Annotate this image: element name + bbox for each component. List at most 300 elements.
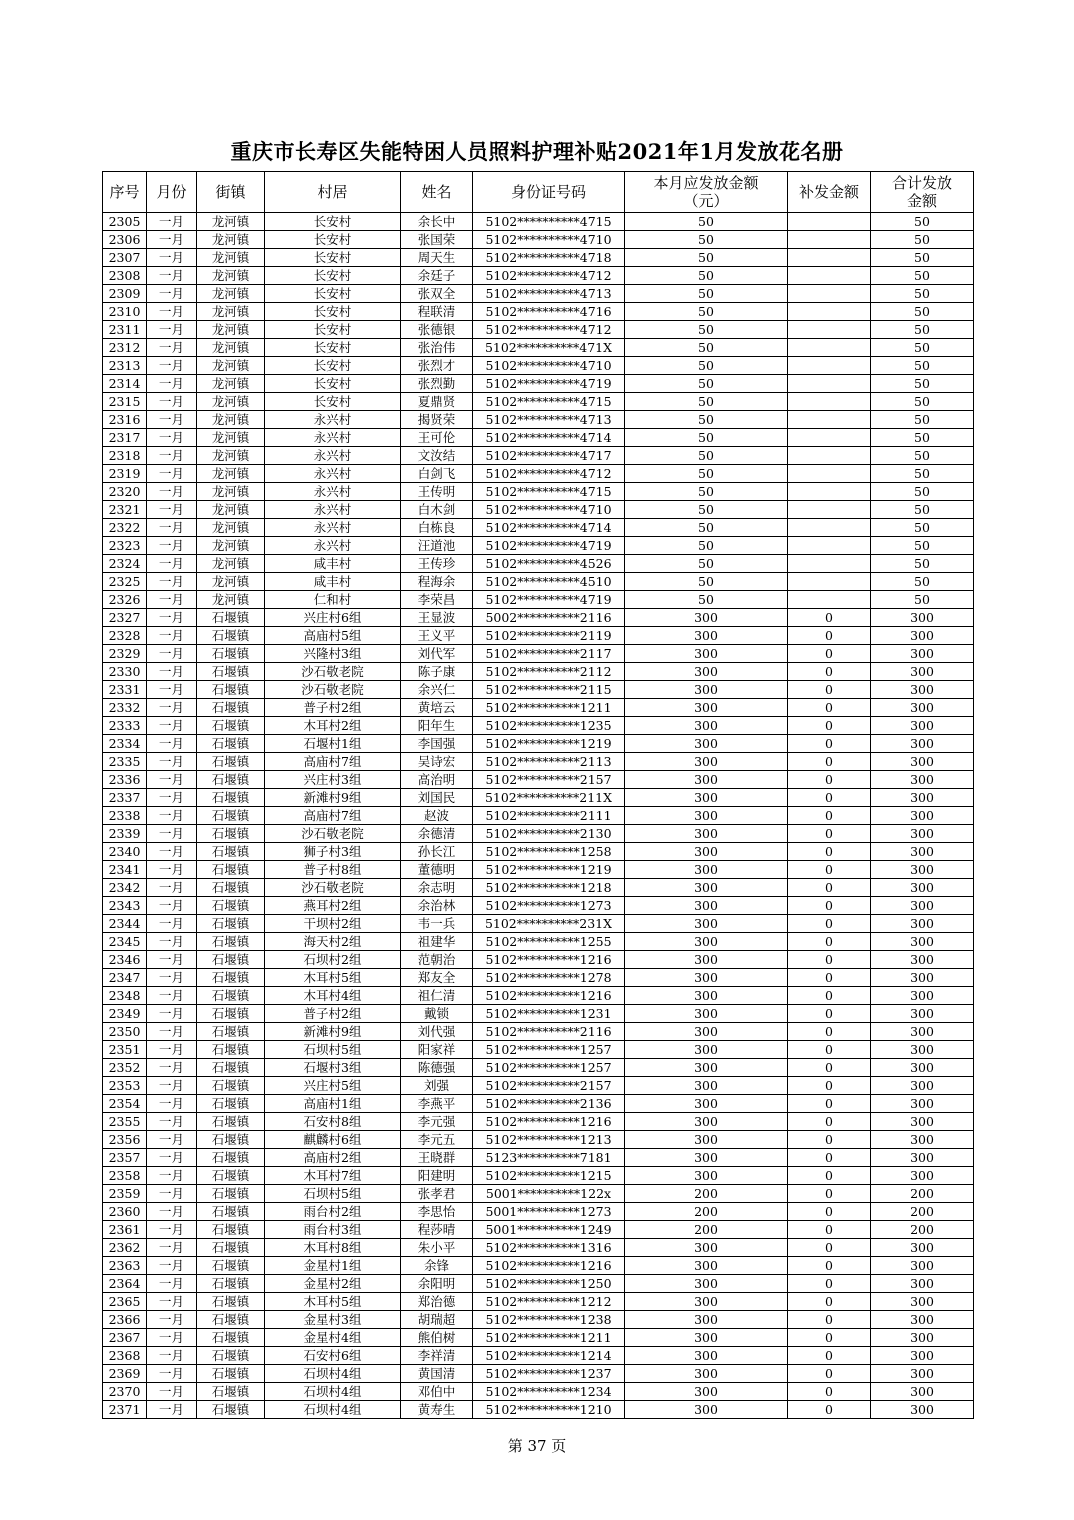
reissue-amount-cell: 0 <box>788 987 871 1005</box>
serial-cell: 2363 <box>103 1257 147 1275</box>
amount-due-cell: 50 <box>625 285 788 303</box>
id-number-cell: 5102**********1218 <box>473 879 625 897</box>
town-cell: 龙河镇 <box>197 537 265 555</box>
name-cell: 韦一兵 <box>401 915 473 933</box>
town-cell: 石堰镇 <box>197 1077 265 1095</box>
total-amount-cell: 50 <box>871 357 974 375</box>
name-cell: 祖建华 <box>401 933 473 951</box>
table-row <box>103 519 974 537</box>
month-cell: 一月 <box>147 897 197 915</box>
name-cell: 陈子康 <box>401 663 473 681</box>
reissue-amount-cell: 0 <box>788 1005 871 1023</box>
table-row <box>103 1365 974 1383</box>
serial-cell: 2367 <box>103 1329 147 1347</box>
village-cell: 普子村8组 <box>265 861 401 879</box>
amount-due-cell: 300 <box>625 1023 788 1041</box>
total-amount-cell: 300 <box>871 1257 974 1275</box>
village-cell: 高庙村5组 <box>265 627 401 645</box>
name-cell: 余长中 <box>401 213 473 231</box>
month-cell: 一月 <box>147 1275 197 1293</box>
amount-due-cell: 300 <box>625 1095 788 1113</box>
village-cell: 木耳村8组 <box>265 1239 401 1257</box>
reissue-amount-cell <box>788 303 871 321</box>
total-amount-cell: 50 <box>871 447 974 465</box>
amount-due-cell: 300 <box>625 1077 788 1095</box>
serial-cell: 2365 <box>103 1293 147 1311</box>
serial-cell: 2338 <box>103 807 147 825</box>
table-row <box>103 1023 974 1041</box>
month-cell: 一月 <box>147 1203 197 1221</box>
month-cell: 一月 <box>147 1221 197 1239</box>
serial-cell: 2330 <box>103 663 147 681</box>
name-cell: 李燕平 <box>401 1095 473 1113</box>
name-cell: 周天生 <box>401 249 473 267</box>
id-number-cell: 5102**********1219 <box>473 861 625 879</box>
amount-due-cell: 50 <box>625 483 788 501</box>
name-cell: 程莎晴 <box>401 1221 473 1239</box>
serial-cell: 2331 <box>103 681 147 699</box>
total-amount-cell: 300 <box>871 1311 974 1329</box>
serial-cell: 2323 <box>103 537 147 555</box>
reissue-amount-cell: 0 <box>788 1059 871 1077</box>
month-cell: 一月 <box>147 213 197 231</box>
table-row <box>103 1347 974 1365</box>
total-amount-cell: 300 <box>871 735 974 753</box>
village-cell: 木耳村5组 <box>265 969 401 987</box>
id-number-cell: 5102**********4715 <box>473 213 625 231</box>
reissue-amount-cell: 0 <box>788 1149 871 1167</box>
village-cell: 长安村 <box>265 213 401 231</box>
total-amount-cell: 300 <box>871 861 974 879</box>
reissue-amount-cell: 0 <box>788 1113 871 1131</box>
village-cell: 石安村8组 <box>265 1113 401 1131</box>
header-cell: 补发金额 <box>788 172 871 213</box>
amount-due-cell: 300 <box>625 915 788 933</box>
serial-cell: 2356 <box>103 1131 147 1149</box>
serial-cell: 2314 <box>103 375 147 393</box>
table-row <box>103 1401 974 1419</box>
name-cell: 白剑飞 <box>401 465 473 483</box>
table-row <box>103 753 974 771</box>
town-cell: 龙河镇 <box>197 465 265 483</box>
village-cell: 永兴村 <box>265 465 401 483</box>
reissue-amount-cell: 0 <box>788 1275 871 1293</box>
town-cell: 龙河镇 <box>197 321 265 339</box>
month-cell: 一月 <box>147 825 197 843</box>
total-amount-cell: 50 <box>871 501 974 519</box>
amount-due-cell: 50 <box>625 465 788 483</box>
town-cell: 石堰镇 <box>197 1365 265 1383</box>
reissue-amount-cell: 0 <box>788 753 871 771</box>
reissue-amount-cell: 0 <box>788 699 871 717</box>
id-number-cell: 5002**********2116 <box>473 609 625 627</box>
amount-due-cell: 300 <box>625 1365 788 1383</box>
town-cell: 石堰镇 <box>197 645 265 663</box>
village-cell: 麒麟村6组 <box>265 1131 401 1149</box>
town-cell: 石堰镇 <box>197 1221 265 1239</box>
reissue-amount-cell: 0 <box>788 1095 871 1113</box>
id-number-cell: 5102**********1216 <box>473 1113 625 1131</box>
serial-cell: 2341 <box>103 861 147 879</box>
town-cell: 石堰镇 <box>197 915 265 933</box>
village-cell: 长安村 <box>265 375 401 393</box>
serial-cell: 2320 <box>103 483 147 501</box>
town-cell: 石堰镇 <box>197 897 265 915</box>
reissue-amount-cell: 0 <box>788 1041 871 1059</box>
serial-cell: 2352 <box>103 1059 147 1077</box>
reissue-amount-cell: 0 <box>788 1311 871 1329</box>
amount-due-cell: 200 <box>625 1185 788 1203</box>
reissue-amount-cell: 0 <box>788 1131 871 1149</box>
village-cell: 长安村 <box>265 249 401 267</box>
name-cell: 余治林 <box>401 897 473 915</box>
id-number-cell: 5102**********2117 <box>473 645 625 663</box>
total-amount-cell: 50 <box>871 285 974 303</box>
village-cell: 木耳村4组 <box>265 987 401 1005</box>
town-cell: 石堰镇 <box>197 807 265 825</box>
id-number-cell: 5102**********1250 <box>473 1275 625 1293</box>
month-cell: 一月 <box>147 681 197 699</box>
serial-cell: 2315 <box>103 393 147 411</box>
total-amount-cell: 50 <box>871 303 974 321</box>
amount-due-cell: 300 <box>625 609 788 627</box>
reissue-amount-cell: 0 <box>788 1023 871 1041</box>
town-cell: 龙河镇 <box>197 231 265 249</box>
name-cell: 阳年生 <box>401 717 473 735</box>
name-cell: 祖仁清 <box>401 987 473 1005</box>
month-cell: 一月 <box>147 1347 197 1365</box>
town-cell: 石堰镇 <box>197 735 265 753</box>
reissue-amount-cell: 0 <box>788 1077 871 1095</box>
village-cell: 普子村2组 <box>265 699 401 717</box>
amount-due-cell: 50 <box>625 321 788 339</box>
id-number-cell: 5102**********1216 <box>473 951 625 969</box>
amount-due-cell: 300 <box>625 1149 788 1167</box>
reissue-amount-cell <box>788 321 871 339</box>
village-cell: 雨台村3组 <box>265 1221 401 1239</box>
serial-cell: 2325 <box>103 573 147 591</box>
amount-due-cell: 300 <box>625 1005 788 1023</box>
name-cell: 文汝结 <box>401 447 473 465</box>
reissue-amount-cell <box>788 213 871 231</box>
total-amount-cell: 300 <box>871 825 974 843</box>
total-amount-cell: 300 <box>871 807 974 825</box>
reissue-amount-cell <box>788 591 871 609</box>
header-cell: 合计发放金额 <box>871 172 974 213</box>
month-cell: 一月 <box>147 879 197 897</box>
village-cell: 石安村6组 <box>265 1347 401 1365</box>
name-cell: 白木剑 <box>401 501 473 519</box>
total-amount-cell: 300 <box>871 753 974 771</box>
amount-due-cell: 300 <box>625 645 788 663</box>
serial-cell: 2305 <box>103 213 147 231</box>
total-amount-cell: 300 <box>871 1293 974 1311</box>
name-cell: 李元强 <box>401 1113 473 1131</box>
table-row <box>103 951 974 969</box>
village-cell: 咸丰村 <box>265 555 401 573</box>
table-row <box>103 1095 974 1113</box>
village-cell: 沙石敬老院 <box>265 681 401 699</box>
month-cell: 一月 <box>147 1113 197 1131</box>
name-cell: 张双全 <box>401 285 473 303</box>
total-amount-cell: 300 <box>871 1365 974 1383</box>
table-row <box>103 1293 974 1311</box>
town-cell: 石堰镇 <box>197 1401 265 1419</box>
amount-due-cell: 300 <box>625 1257 788 1275</box>
reissue-amount-cell: 0 <box>788 897 871 915</box>
id-number-cell: 5102**********1257 <box>473 1059 625 1077</box>
serial-cell: 2306 <box>103 231 147 249</box>
name-cell: 刘代军 <box>401 645 473 663</box>
name-cell: 程海余 <box>401 573 473 591</box>
total-amount-cell: 50 <box>871 483 974 501</box>
id-number-cell: 5001**********1249 <box>473 1221 625 1239</box>
month-cell: 一月 <box>147 231 197 249</box>
amount-due-cell: 50 <box>625 555 788 573</box>
town-cell: 石堰镇 <box>197 1239 265 1257</box>
town-cell: 龙河镇 <box>197 591 265 609</box>
serial-cell: 2326 <box>103 591 147 609</box>
serial-cell: 2350 <box>103 1023 147 1041</box>
table-row <box>103 843 974 861</box>
month-cell: 一月 <box>147 483 197 501</box>
table-row <box>103 429 974 447</box>
reissue-amount-cell: 0 <box>788 879 871 897</box>
reissue-amount-cell: 0 <box>788 1347 871 1365</box>
name-cell: 余锋 <box>401 1257 473 1275</box>
total-amount-cell: 300 <box>871 1023 974 1041</box>
serial-cell: 2322 <box>103 519 147 537</box>
table-row <box>103 987 974 1005</box>
reissue-amount-cell <box>788 429 871 447</box>
total-amount-cell: 300 <box>871 1059 974 1077</box>
name-cell: 高治明 <box>401 771 473 789</box>
name-cell: 赵波 <box>401 807 473 825</box>
reissue-amount-cell: 0 <box>788 951 871 969</box>
village-cell: 长安村 <box>265 321 401 339</box>
id-number-cell: 5102**********4717 <box>473 447 625 465</box>
amount-due-cell: 50 <box>625 519 788 537</box>
reissue-amount-cell <box>788 393 871 411</box>
month-cell: 一月 <box>147 1239 197 1257</box>
month-cell: 一月 <box>147 1401 197 1419</box>
id-number-cell: 5102**********1237 <box>473 1365 625 1383</box>
month-cell: 一月 <box>147 1167 197 1185</box>
serial-cell: 2309 <box>103 285 147 303</box>
village-cell: 石坝村4组 <box>265 1383 401 1401</box>
month-cell: 一月 <box>147 699 197 717</box>
id-number-cell: 5102**********4710 <box>473 501 625 519</box>
total-amount-cell: 50 <box>871 249 974 267</box>
table-row <box>103 717 974 735</box>
name-cell: 余德清 <box>401 825 473 843</box>
town-cell: 龙河镇 <box>197 393 265 411</box>
total-amount-cell: 300 <box>871 933 974 951</box>
amount-due-cell: 300 <box>625 753 788 771</box>
table-row <box>103 411 974 429</box>
town-cell: 石堰镇 <box>197 1347 265 1365</box>
amount-due-cell: 300 <box>625 1383 788 1401</box>
id-number-cell: 5102**********4710 <box>473 231 625 249</box>
month-cell: 一月 <box>147 321 197 339</box>
header-cell: 姓名 <box>401 172 473 213</box>
village-cell: 长安村 <box>265 339 401 357</box>
village-cell: 高庙村2组 <box>265 1149 401 1167</box>
amount-due-cell: 300 <box>625 717 788 735</box>
serial-cell: 2369 <box>103 1365 147 1383</box>
serial-cell: 2307 <box>103 249 147 267</box>
amount-due-cell: 300 <box>625 1401 788 1419</box>
serial-cell: 2319 <box>103 465 147 483</box>
id-number-cell: 5102**********1215 <box>473 1167 625 1185</box>
town-cell: 石堰镇 <box>197 969 265 987</box>
serial-cell: 2359 <box>103 1185 147 1203</box>
total-amount-cell: 200 <box>871 1221 974 1239</box>
serial-cell: 2342 <box>103 879 147 897</box>
total-amount-cell: 50 <box>871 573 974 591</box>
village-cell: 长安村 <box>265 267 401 285</box>
id-number-cell: 5102**********1216 <box>473 1257 625 1275</box>
amount-due-cell: 50 <box>625 393 788 411</box>
name-cell: 黄寿生 <box>401 1401 473 1419</box>
town-cell: 龙河镇 <box>197 555 265 573</box>
month-cell: 一月 <box>147 1383 197 1401</box>
name-cell: 张孝君 <box>401 1185 473 1203</box>
amount-due-cell: 50 <box>625 357 788 375</box>
serial-cell: 2347 <box>103 969 147 987</box>
serial-cell: 2370 <box>103 1383 147 1401</box>
id-number-cell: 5102**********4716 <box>473 303 625 321</box>
month-cell: 一月 <box>147 591 197 609</box>
reissue-amount-cell <box>788 537 871 555</box>
serial-cell: 2313 <box>103 357 147 375</box>
month-cell: 一月 <box>147 303 197 321</box>
name-cell: 王可伦 <box>401 429 473 447</box>
name-cell: 程联清 <box>401 303 473 321</box>
name-cell: 王传珍 <box>401 555 473 573</box>
month-cell: 一月 <box>147 411 197 429</box>
month-cell: 一月 <box>147 357 197 375</box>
town-cell: 龙河镇 <box>197 213 265 231</box>
month-cell: 一月 <box>147 735 197 753</box>
name-cell: 胡瑞超 <box>401 1311 473 1329</box>
id-number-cell: 5102**********4719 <box>473 375 625 393</box>
id-number-cell: 5102**********4712 <box>473 321 625 339</box>
total-amount-cell: 300 <box>871 1113 974 1131</box>
id-number-cell: 5102**********2136 <box>473 1095 625 1113</box>
serial-cell: 2354 <box>103 1095 147 1113</box>
table-row <box>103 1077 974 1095</box>
id-number-cell: 5102**********1235 <box>473 717 625 735</box>
table-row <box>103 969 974 987</box>
village-cell: 仁和村 <box>265 591 401 609</box>
reissue-amount-cell: 0 <box>788 627 871 645</box>
town-cell: 龙河镇 <box>197 303 265 321</box>
serial-cell: 2349 <box>103 1005 147 1023</box>
name-cell: 揭贤荣 <box>401 411 473 429</box>
reissue-amount-cell <box>788 339 871 357</box>
total-amount-cell: 300 <box>871 771 974 789</box>
village-cell: 金星村3组 <box>265 1311 401 1329</box>
serial-cell: 2310 <box>103 303 147 321</box>
table-row <box>103 501 974 519</box>
table-row <box>103 879 974 897</box>
name-cell: 李荣昌 <box>401 591 473 609</box>
month-cell: 一月 <box>147 519 197 537</box>
total-amount-cell: 200 <box>871 1185 974 1203</box>
month-cell: 一月 <box>147 753 197 771</box>
id-number-cell: 5102**********1219 <box>473 735 625 753</box>
village-cell: 兴庄村6组 <box>265 609 401 627</box>
serial-cell: 2353 <box>103 1077 147 1095</box>
village-cell: 石堰村3组 <box>265 1059 401 1077</box>
reissue-amount-cell: 0 <box>788 717 871 735</box>
month-cell: 一月 <box>147 1005 197 1023</box>
total-amount-cell: 300 <box>871 987 974 1005</box>
id-number-cell: 5102**********1213 <box>473 1131 625 1149</box>
id-number-cell: 5102**********1316 <box>473 1239 625 1257</box>
reissue-amount-cell: 0 <box>788 735 871 753</box>
id-number-cell: 5102**********1238 <box>473 1311 625 1329</box>
id-number-cell: 5102**********2113 <box>473 753 625 771</box>
id-number-cell: 5102**********2116 <box>473 1023 625 1041</box>
total-amount-cell: 300 <box>871 681 974 699</box>
amount-due-cell: 300 <box>625 1311 788 1329</box>
village-cell: 海天村2组 <box>265 933 401 951</box>
id-number-cell: 5102**********4510 <box>473 573 625 591</box>
month-cell: 一月 <box>147 1077 197 1095</box>
village-cell: 兴庄村3组 <box>265 771 401 789</box>
village-cell: 永兴村 <box>265 519 401 537</box>
month-cell: 一月 <box>147 249 197 267</box>
table-row <box>103 213 974 231</box>
roster-table <box>102 171 974 1419</box>
month-cell: 一月 <box>147 393 197 411</box>
table-row <box>103 1329 974 1347</box>
name-cell: 张烈才 <box>401 357 473 375</box>
reissue-amount-cell: 0 <box>788 933 871 951</box>
town-cell: 石堰镇 <box>197 1059 265 1077</box>
id-number-cell: 5102**********1214 <box>473 1347 625 1365</box>
amount-due-cell: 300 <box>625 789 788 807</box>
table-row <box>103 537 974 555</box>
village-cell: 石坝村5组 <box>265 1185 401 1203</box>
serial-cell: 2358 <box>103 1167 147 1185</box>
serial-cell: 2364 <box>103 1275 147 1293</box>
reissue-amount-cell: 0 <box>788 915 871 933</box>
month-cell: 一月 <box>147 285 197 303</box>
reissue-amount-cell: 0 <box>788 1221 871 1239</box>
name-cell: 孙长江 <box>401 843 473 861</box>
village-cell: 长安村 <box>265 393 401 411</box>
reissue-amount-cell: 0 <box>788 1293 871 1311</box>
serial-cell: 2366 <box>103 1311 147 1329</box>
total-amount-cell: 300 <box>871 1329 974 1347</box>
village-cell: 金星村4组 <box>265 1329 401 1347</box>
month-cell: 一月 <box>147 267 197 285</box>
town-cell: 石堰镇 <box>197 1293 265 1311</box>
town-cell: 石堰镇 <box>197 681 265 699</box>
table-row <box>103 393 974 411</box>
month-cell: 一月 <box>147 1311 197 1329</box>
serial-cell: 2317 <box>103 429 147 447</box>
name-cell: 张烈勤 <box>401 375 473 393</box>
village-cell: 燕耳村2组 <box>265 897 401 915</box>
serial-cell: 2311 <box>103 321 147 339</box>
table-row <box>103 681 974 699</box>
name-cell: 李祥清 <box>401 1347 473 1365</box>
town-cell: 龙河镇 <box>197 249 265 267</box>
